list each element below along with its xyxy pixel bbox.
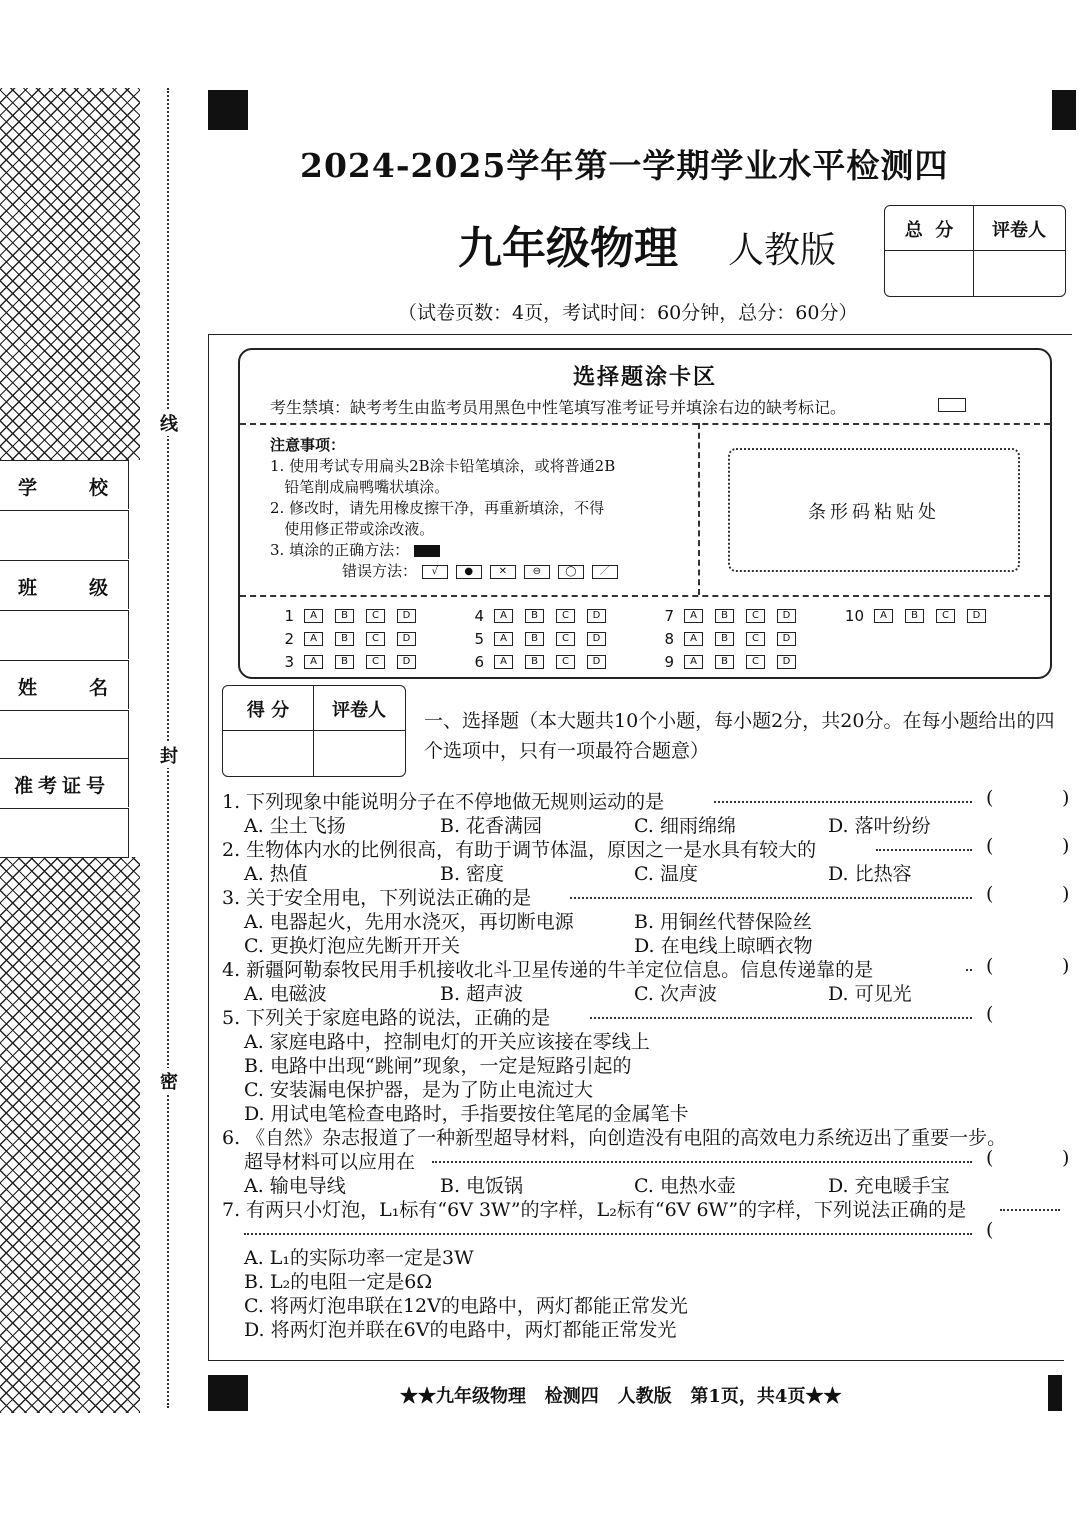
answer-bubble[interactable]: A	[684, 632, 703, 646]
answer-bubble[interactable]: C	[746, 609, 765, 623]
alignment-mark-bottom-right	[1048, 1375, 1062, 1411]
answer-paren-close: )	[1062, 955, 1070, 977]
class-field[interactable]	[0, 560, 129, 609]
option: C. 细雨绵绵	[634, 815, 736, 837]
answer-bubble[interactable]: D	[777, 609, 796, 623]
answer-paren-close: )	[1062, 787, 1070, 809]
content-frame-top	[208, 334, 1072, 335]
alignment-mark-top-right	[1052, 90, 1076, 130]
answer-bubble[interactable]: D	[967, 609, 986, 623]
wrong-marks-samples	[422, 562, 626, 580]
option: D. 比热容	[828, 863, 912, 885]
answer-bubble[interactable]: C	[556, 609, 575, 623]
answer-row	[648, 605, 808, 625]
answer-paren-open[interactable]: (	[986, 1147, 994, 1169]
answer-row-number: 1	[284, 606, 294, 625]
grader-label: 评卷人	[992, 220, 1046, 241]
content-frame-left	[208, 334, 209, 1360]
section-grader-label: 评卷人	[332, 700, 386, 721]
answer-bubble[interactable]: D	[397, 632, 416, 646]
answer-paren-close: )	[1062, 1147, 1070, 1169]
option: A. 尘土飞扬	[244, 815, 346, 837]
option: B. 电饭锅	[440, 1175, 524, 1197]
answer-bubble[interactable]: A	[494, 632, 513, 646]
question-stem: 5. 下列关于家庭电路的说法，正确的是	[222, 1007, 551, 1029]
barcode-label: 条形码粘贴处	[808, 502, 940, 523]
option: A. 输电导线	[244, 1175, 346, 1197]
leader-dots	[244, 1233, 972, 1235]
question-stem-continued: 超导材料可以应用在	[244, 1151, 416, 1173]
option: B. 密度	[440, 863, 505, 885]
answer-bubble[interactable]: D	[587, 609, 606, 623]
wrong-mark-sample: ◯	[558, 565, 584, 579]
edition-label: 人教版	[728, 230, 837, 271]
answer-row	[268, 605, 428, 625]
leader-dots	[714, 801, 972, 803]
answer-bubble[interactable]: B	[335, 632, 354, 646]
answer-bubble[interactable]: B	[905, 609, 924, 623]
wrong-mark-sample: ⊖	[524, 565, 550, 579]
answer-row-number: 8	[664, 629, 674, 648]
option: D. 在电线上晾晒衣物	[634, 935, 813, 957]
answer-paren-close: )	[1062, 883, 1070, 905]
option: C. 将两灯泡串联在12V的电路中，两灯都能正常发光	[244, 1295, 688, 1317]
answer-row-number: 4	[474, 606, 484, 625]
omr-divider-1	[240, 423, 1050, 425]
binder-char-feng: 封	[157, 742, 181, 768]
answer-row	[458, 628, 618, 648]
answer-bubble[interactable]: B	[525, 655, 544, 669]
omr-divider-v	[698, 423, 700, 595]
answer-row-number: 2	[284, 629, 294, 648]
notes-title: 注意事项：	[270, 436, 346, 454]
answer-bubble[interactable]: C	[556, 632, 575, 646]
content-frame-bottom	[208, 1360, 1064, 1361]
answer-bubble[interactable]: A	[684, 655, 703, 669]
option: D. 可见光	[828, 983, 912, 1005]
name-label-2: 名	[88, 677, 108, 699]
answer-bubble[interactable]: B	[525, 609, 544, 623]
answer-bubble[interactable]: C	[366, 632, 385, 646]
answer-paren-open[interactable]: (	[986, 1219, 994, 1241]
notes-block	[270, 435, 626, 582]
name-label-1: 姓	[18, 677, 38, 699]
answer-row	[458, 651, 618, 671]
answer-row	[458, 605, 618, 625]
option: C. 次声波	[634, 983, 717, 1005]
answer-bubble[interactable]: A	[494, 655, 513, 669]
omr-divider-2	[240, 595, 1050, 597]
option: A. 热值	[244, 863, 308, 885]
answer-bubble[interactable]: C	[746, 632, 765, 646]
answer-bubble[interactable]: D	[777, 655, 796, 669]
option: C. 更换灯泡应先断开开关	[244, 935, 460, 957]
wrong-mark-sample: ／	[592, 565, 618, 579]
page-footer: ★★九年级物理 检测四 人教版 第1页，共4页★★	[400, 1386, 842, 1407]
section-score-table	[222, 685, 406, 777]
answer-bubble[interactable]: A	[494, 609, 513, 623]
grader-cell[interactable]	[975, 252, 1065, 296]
option: A. 电器起火，先用水浇灭，再切断电源	[244, 911, 574, 933]
exam-number-blank[interactable]	[0, 808, 129, 858]
exam-number-field[interactable]	[0, 758, 129, 807]
answer-row-number: 6	[474, 652, 484, 671]
question-stem: 7. 有两只小灯泡，L₁标有“6V 3W”的字样，L₂标有“6V 6W”的字样，下列说法正确的是	[222, 1199, 967, 1221]
leader-dots	[570, 897, 972, 899]
answer-bubble[interactable]: D	[397, 655, 416, 669]
answer-bubble[interactable]: A	[684, 609, 703, 623]
answer-bubble[interactable]: B	[335, 609, 354, 623]
total-score-cell[interactable]	[885, 252, 973, 296]
exam-title: 2024-2025学年第一学期学业水平检测四	[300, 146, 949, 185]
answer-paren-open[interactable]: (	[986, 787, 994, 809]
alignment-mark-bottom-left	[208, 1375, 248, 1411]
absent-mark-box[interactable]	[938, 398, 966, 412]
leader-dots	[876, 849, 972, 851]
option: B. 电路中出现“跳闸”现象，一定是短路引起的	[244, 1055, 632, 1077]
option: C. 温度	[634, 863, 698, 885]
note-line-3: 2. 修改时，请先用橡皮擦干净，再重新填涂，不得	[270, 499, 605, 517]
subject-title: 九年级物理	[458, 223, 678, 274]
answer-bubble[interactable]: A	[304, 609, 323, 623]
answer-bubble[interactable]: A	[304, 655, 323, 669]
answer-bubble[interactable]: A	[874, 609, 893, 623]
option: D. 将两灯泡并联在6V的电路中，两灯都能正常发光	[244, 1319, 677, 1341]
wrong-mark-sample: √	[422, 565, 448, 579]
absent-note: 考生禁填：缺考考生由监考员用黑色中性笔填写准考证号并填涂右边的缺考标记。	[270, 398, 847, 417]
wrong-mark-sample: ●	[456, 565, 482, 579]
question-stem: 4. 新疆阿勒泰牧民用手机接收北斗卫星传递的牛羊定位信息。信息传递靠的是	[222, 959, 874, 981]
leader-dots	[966, 969, 972, 971]
answer-row-number: 7	[664, 606, 674, 625]
option: C. 安装漏电保护器，是为了防止电流过大	[244, 1079, 593, 1101]
class-blank[interactable]	[0, 610, 129, 659]
total-score-table	[884, 205, 1066, 297]
section-grader-cell[interactable]	[315, 732, 405, 776]
exam-info: （试卷页数：4页，考试时间：60分钟，总分：60分）	[398, 302, 858, 324]
answer-bubble[interactable]: D	[397, 609, 416, 623]
option: D. 用试电笔检查电路时，手指要按住笔尾的金属笔卡	[244, 1103, 689, 1125]
answer-bubble[interactable]: B	[715, 655, 734, 669]
correct-fill-sample	[414, 545, 440, 557]
answer-paren-open[interactable]: (	[986, 955, 994, 977]
answer-bubble[interactable]: D	[587, 632, 606, 646]
class-label-1: 班	[18, 577, 38, 599]
option: B. 超声波	[440, 983, 524, 1005]
answer-row	[648, 651, 808, 671]
question-stem: 2. 生物体内水的比例很高，有助于调节体温，原因之一是水具有较大的	[222, 839, 817, 861]
name-field[interactable]	[0, 660, 129, 709]
omr-title: 选择题涂卡区	[572, 364, 717, 390]
wrong-mark-sample: ✕	[490, 565, 516, 579]
question-stem: 1. 下列现象中能说明分子在不停地做无规则运动的是	[222, 791, 665, 813]
answer-row	[268, 651, 428, 671]
binder-char-mi: 密	[157, 1068, 181, 1094]
answer-bubble[interactable]: B	[715, 609, 734, 623]
question-stem: 6. 《自然》杂志报道了一种新型超导材料，向创造没有电阻的高效电力系统迈出了重要一步。	[222, 1127, 1007, 1149]
answer-bubble[interactable]: B	[525, 632, 544, 646]
binding-margin-hatch-bottom	[0, 857, 140, 1413]
answer-row-number: 10	[844, 606, 864, 625]
answer-row-number: 9	[664, 652, 674, 671]
total-score-label: 总 分	[904, 220, 954, 241]
option: D. 充电暖手宝	[828, 1175, 950, 1197]
answer-paren-open[interactable]: (	[986, 883, 994, 905]
question-stem: 3. 关于安全用电，下列说法正确的是	[222, 887, 532, 909]
answer-bubble[interactable]: A	[304, 632, 323, 646]
section-score-cell[interactable]	[223, 732, 313, 776]
leader-dots	[432, 1161, 972, 1163]
answer-bubble[interactable]: C	[366, 655, 385, 669]
option: C. 电热水壶	[634, 1175, 736, 1197]
answer-row	[838, 605, 998, 625]
leader-dots	[590, 1017, 972, 1019]
answer-row	[648, 628, 808, 648]
answer-paren-open[interactable]: (	[986, 1003, 994, 1025]
answer-bubble[interactable]: C	[556, 655, 575, 669]
option: A. L₁的实际功率一定是3W	[244, 1247, 474, 1269]
answer-bubble[interactable]: D	[587, 655, 606, 669]
answer-paren-open[interactable]: (	[986, 835, 994, 857]
alignment-mark-top-left	[208, 90, 248, 130]
note-line-1: 1. 使用考试专用扁头2B涂卡铅笔填涂，或将普通2B	[270, 457, 616, 475]
school-blank[interactable]	[0, 510, 129, 559]
correct-method-label: 3. 填涂的正确方法：	[270, 541, 410, 559]
answer-bubble[interactable]: B	[335, 655, 354, 669]
section-heading-2: 个选项中，只有一项最符合题意）	[424, 740, 710, 762]
note-line-2: 铅笔削成扁鸭嘴状填涂。	[270, 478, 450, 496]
answer-bubble[interactable]: C	[366, 609, 385, 623]
answer-row-number: 3	[284, 652, 294, 671]
binder-char-xian: 线	[157, 410, 181, 436]
option: A. 家庭电路中，控制电灯的开关应该接在零线上	[244, 1031, 650, 1053]
answer-bubble-grid	[268, 605, 1038, 673]
wrong-method-label: 错误方法：	[342, 562, 418, 580]
school-label-1: 学	[18, 477, 38, 499]
answer-bubble[interactable]: C	[746, 655, 765, 669]
barcode-area[interactable]	[728, 448, 1020, 572]
section-score-label: 得 分	[246, 700, 290, 721]
note-line-4: 使用修正带或涂改液。	[270, 520, 435, 538]
option: B. L₂的电阻一定是6Ω	[244, 1271, 433, 1293]
option: A. 电磁波	[244, 983, 327, 1005]
option: B. 用铜丝代替保险丝	[634, 911, 813, 933]
class-label-2: 级	[88, 577, 108, 599]
school-label-2: 校	[88, 477, 108, 499]
section-heading: 一、选择题（本大题共10个小题，每小题2分，共20分。在每小题给出的四	[424, 710, 1055, 732]
name-blank[interactable]	[0, 710, 129, 759]
binding-margin-hatch-top	[0, 88, 140, 460]
school-field[interactable]	[0, 460, 129, 509]
option: B. 花香满园	[440, 815, 543, 837]
omr-answer-card	[238, 348, 1052, 679]
answer-bubble[interactable]: C	[936, 609, 955, 623]
option: D. 落叶纷纷	[828, 815, 931, 837]
answer-bubble[interactable]: B	[715, 632, 734, 646]
exam-number-label: 准考证号	[14, 775, 111, 797]
answer-bubble[interactable]: D	[777, 632, 796, 646]
answer-row	[268, 628, 428, 648]
answer-row-number: 5	[474, 629, 484, 648]
answer-paren-close: )	[1062, 835, 1070, 857]
leader-dots	[1000, 1209, 1060, 1211]
